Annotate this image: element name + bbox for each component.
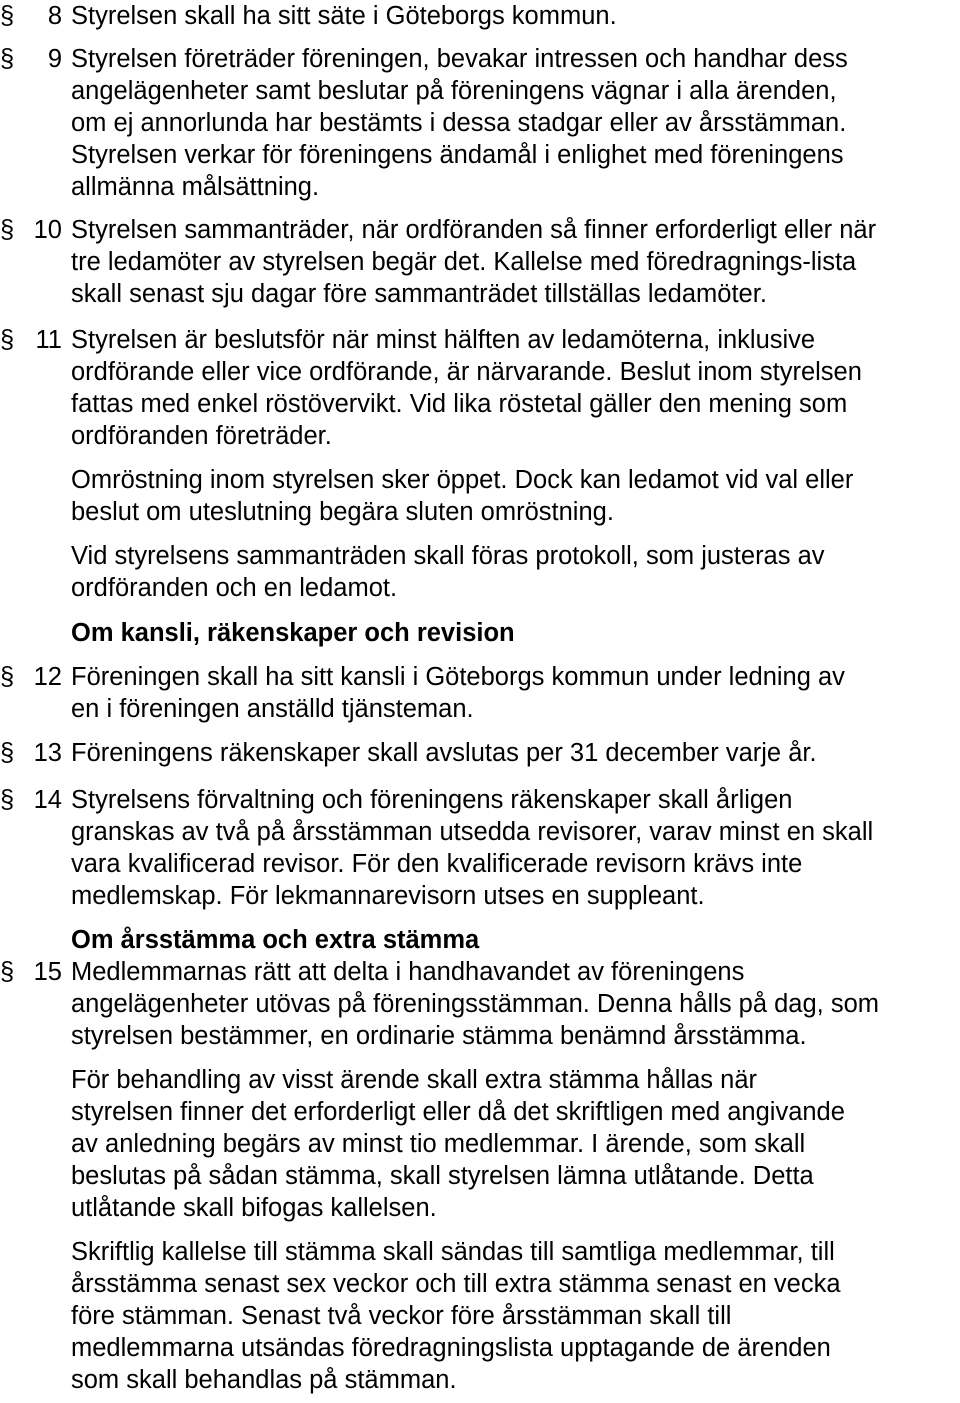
section-number: 9 [47,45,62,73]
text-line: fattas med enkel röstövervikt. Vid lika röstetal gäller den mening som [71,390,848,418]
text-line: Vid styrelsens sammanträden skall föras protokoll, som justeras av [71,542,825,570]
text-line: styrelsen bestämmer, en ordinarie stämma benämnd årsstämma. [71,1022,807,1050]
text-line: ordföranden företräder. [71,422,332,450]
text-line: För behandling av visst ärende skall extra stämma hållas när [71,1066,757,1094]
text-line: skall senast sju dagar före sammanträdet tillställas ledamöter. [71,280,767,308]
text-line: årsstämma senast sex veckor och till extra stämma senast en vecka [71,1270,841,1298]
text-line: tre ledamöter av styrelsen begär det. Kallelse med föredragnings-lista [71,248,857,276]
text-line: som skall behandlas på stämman. [71,1366,457,1394]
section-sign: § [0,2,15,30]
text-line: Styrelsen är beslutsför när minst hälften av ledamöterna, inklusive [71,326,816,354]
section-number: 10 [33,216,62,244]
section-marker [0,214,70,246]
section-paragraph [71,1064,960,1224]
section-sign: § [0,326,15,354]
section-number: 12 [33,663,62,691]
section-paragraph [71,43,960,203]
section-marker [0,784,70,816]
text-line: om ej annorlunda har bestämts i dessa stadgar eller av årsstämman. [71,109,847,137]
section-marker [0,737,70,769]
section-number: 11 [35,326,62,354]
section-marker [0,43,70,75]
section-number: 15 [33,958,62,986]
section-sign: § [0,216,15,244]
text-line: beslut om uteslutning begära sluten omröstning. [71,498,614,526]
text-line: ordföranden och en ledamot. [71,574,398,602]
text-line: före stämman. Senast två veckor före årsstämman skall till [71,1302,732,1330]
text-line: Styrelsens förvaltning och föreningens räkenskaper skall årligen [71,786,793,814]
text-line: beslutas på sådan stämma, skall styrelsen lämna utlåtande. Detta [71,1162,814,1190]
section-marker [0,324,70,356]
section-paragraph [71,464,960,528]
section-marker [0,956,70,988]
text-line: Styrelsen skall ha sitt säte i Göteborgs kommun. [71,2,617,30]
section-heading: Om kansli, räkenskaper och revision [71,619,515,647]
text-line: Medlemmarnas rätt att delta i handhavandet av föreningens [71,958,745,986]
section-paragraph [71,1236,960,1396]
text-line: granskas av två på årsstämman utsedda revisorer, varav minst en skall [71,818,874,846]
text-line: av anledning begärs av minst tio medlemmar. I ärende, som skall [71,1130,806,1158]
text-line: en i föreningen anställd tjänsteman. [71,695,474,723]
text-line: styrelsen finner det erforderligt eller då det skriftligen med angivande [71,1098,845,1126]
text-line: medlemmarna utsändas föredragningslista upptagande de ärenden [71,1334,831,1362]
section-paragraph [71,214,960,310]
section-heading: Om årsstämma och extra stämma [71,926,480,954]
text-line: Skriftlig kallelse till stämma skall sändas till samtliga medlemmar, till [71,1238,835,1266]
text-line: Föreningens räkenskaper skall avslutas per 31 december varje år. [71,739,817,767]
section-marker [0,661,70,693]
section-sign: § [0,786,15,814]
section-paragraph [71,324,960,452]
section-paragraph [71,956,960,1052]
text-line: Styrelsen verkar för föreningens ändamål i enlighet med föreningens [71,141,844,169]
text-line: Omröstning inom styrelsen sker öppet. Dock kan ledamot vid val eller [71,466,854,494]
section-number: 8 [47,2,62,30]
section-marker [0,0,70,32]
section-sign: § [0,958,15,986]
text-line: angelägenheter samt beslutar på föreningens vägnar i alla ärenden, [71,77,837,105]
text-line: Föreningen skall ha sitt kansli i Göteborgs kommun under ledning av [71,663,845,691]
text-line: ordförande eller vice ordförande, är närvarande. Beslut inom styrelsen [71,358,862,386]
text-line: medlemskap. För lekmannarevisorn utses en suppleant. [71,882,705,910]
section-sign: § [0,663,15,691]
section-sign: § [0,45,15,73]
section-number: 14 [33,786,62,814]
text-line: allmänna målsättning. [71,173,320,201]
section-sign: § [0,739,15,767]
text-line: Styrelsen sammanträder, när ordföranden så finner erforderligt eller när [71,216,877,244]
text-line: Styrelsen företräder föreningen, bevakar intressen och handhar dess [71,45,848,73]
text-line: vara kvalificerad revisor. För den kvalificerade revisorn krävs inte [71,850,803,878]
section-paragraph [71,737,960,769]
section-paragraph [71,0,960,32]
section-paragraph [71,784,960,912]
section-number: 13 [33,739,62,767]
section-paragraph [71,661,960,725]
text-line: utlåtande skall bifogas kallelsen. [71,1194,437,1222]
text-line: angelägenheter utövas på föreningsstämman. Denna hålls på dag, som [71,990,880,1018]
section-paragraph [71,540,960,604]
